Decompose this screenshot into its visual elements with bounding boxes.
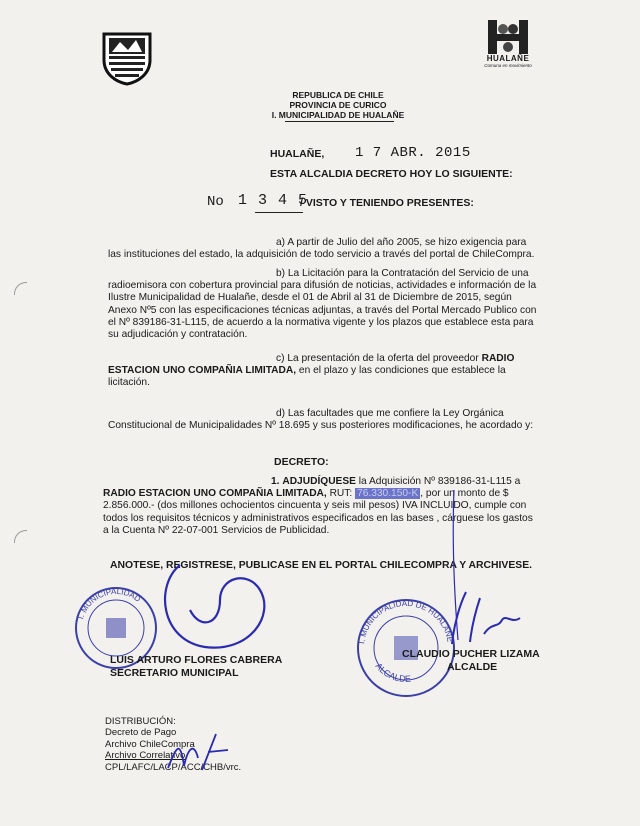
header-municipality: I. MUNICIPALIDAD DE HUALAÑE bbox=[271, 110, 405, 120]
header-province: PROVINCIA DE CURICO bbox=[289, 100, 387, 110]
date-place: HUALAÑE, bbox=[270, 148, 325, 160]
mayor-title: ALCALDE bbox=[447, 661, 498, 673]
distribution-item: Decreto de Pago bbox=[105, 727, 177, 739]
rut-value: 76.330.150-K bbox=[357, 488, 419, 500]
logo-text: HUALAÑE bbox=[486, 54, 530, 63]
logo-tagline: Comuna en movimiento bbox=[484, 63, 532, 68]
coat-of-arms-icon bbox=[100, 30, 154, 86]
alcaldia-line: ESTA ALCALDIA DECRETO HOY LO SIGUIENTE: bbox=[270, 168, 513, 180]
svg-text:I. MUNICIPALIDAD DE HUALAÑE: I. MUNICIPALIDAD DE HUALAÑE bbox=[357, 598, 455, 645]
distribution-item: Archivo Correlativo bbox=[105, 750, 186, 762]
punch-mark bbox=[14, 530, 27, 543]
initials-scribble-icon bbox=[158, 728, 238, 778]
pen-line-icon bbox=[440, 490, 470, 640]
mayor-name: CLAUDIO PUCHER LIZAMA bbox=[402, 648, 540, 660]
distribution-title: DISTRIBUCIÓN: bbox=[105, 716, 176, 727]
svg-text:ALCALDE: ALCALDE bbox=[373, 660, 412, 684]
secretary-signature-icon bbox=[150, 555, 290, 665]
hualane-logo-icon bbox=[486, 18, 530, 56]
distribution-item: CPL/LAFC/LACP/ACC/CHB/vrc. bbox=[105, 761, 242, 773]
closing-line: ANOTESE, REGISTRESE, PUBLICASE EN EL PORTAL CHILECOMPRA Y ARCHIVESE. bbox=[110, 560, 533, 571]
date-stamp: 1 7 ABR. 2015 bbox=[355, 145, 471, 161]
decreto-heading: DECRETO: bbox=[274, 456, 329, 468]
visto-line: / VISTO Y TENIENDO PRESENTES: bbox=[300, 197, 474, 209]
svg-text:I. MUNICIPALIDAD: I. MUNICIPALIDAD bbox=[76, 586, 143, 621]
secretary-name: LUIS ARTURO FLORES CABRERA bbox=[110, 654, 283, 666]
header-underline bbox=[285, 121, 394, 122]
consideration-b: b) La Licitación para la Contratación del Servicio de una radioemisora con cobertura provincial para difusión de noticias, actividades e información de la Ilustre Municipalidad de Hualañe, desde el 01 de Abril al 31 de Diciembre de 2015, según Anexo Nº5 con las especificaciones técnicas adjuntas, a través del Portal Mercado Publico con el Nº 839186-31-L115, de acuerdo a la normativa vigente y los plazos que establece esta para su adjudicación y contratación. bbox=[108, 268, 537, 341]
decreto-item-1: 1. ADJUDÍQUESE la Adquisición Nº 839186-31-L115 a RADIO ESTACION UNO COMPAÑIA LIMITADA, RUT: 76.330.150-K , por un monto de $ 2.856.000.- (dos millones ochocientos cincuenta y seis mil pesos) IVA INCLUIDO, cumple con todos los requisitos técnicos y administrativos especificados en las bases , cárguese los gastos a la Cuenta Nº 22-07-001 Servicios de Publicidad. bbox=[103, 476, 533, 536]
distribution-item: Archivo ChileCompra bbox=[105, 738, 195, 750]
decree-underline bbox=[255, 212, 303, 213]
secretary-title: SECRETARIO MUNICIPAL bbox=[110, 667, 239, 679]
consideration-c: c) La presentación de la oferta del proveedor RADIO ESTACION UNO COMPAÑIA LIMITADA, en el plazo y las condiciones que establece la licitación. bbox=[108, 353, 515, 389]
header-republic: REPUBLICA DE CHILE bbox=[292, 90, 384, 100]
consideration-a: a) A partir de Julio del año 2005, se hizo exigencia para las instituciones del estado, la adquisición de todo servicio a través del portal de ChileCompra. bbox=[108, 237, 535, 261]
consideration-d: d) Las facultades que me confiere la Ley Orgánica Constitucional de Municipalidades Nº 18.695 y sus posteriores modificaciones, he acordado y: bbox=[108, 408, 534, 432]
punch-mark bbox=[14, 282, 27, 295]
decree-number-prefix: No bbox=[207, 194, 224, 210]
decree-number: 1 3 4 5 bbox=[238, 192, 309, 209]
